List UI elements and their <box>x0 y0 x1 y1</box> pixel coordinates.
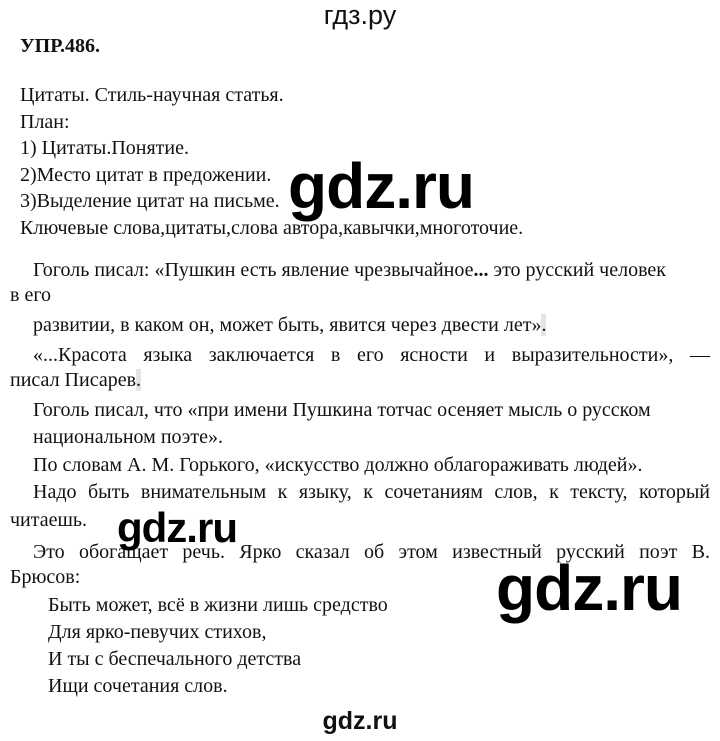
plan-item: 3)Выделение цитат на письме. <box>20 190 280 212</box>
poem-line: Для ярко-певучих стихов, <box>48 621 267 643</box>
paragraph-line: читаешь. <box>10 509 88 531</box>
text-span: писал Писарев <box>10 369 137 391</box>
paragraph-line: «...Красота языка заключается в его ясности и выразительности», — <box>33 344 710 366</box>
paragraph-line: Надо быть внимательным к языку, к сочетаниям слов, к тексту, который <box>33 481 710 503</box>
poem-line: Ищи сочетания слов. <box>48 675 228 697</box>
ellipsis: ... <box>473 259 489 281</box>
highlighted-period: . <box>136 369 142 391</box>
paragraph-line: По словам А. М. Горького, «искусство должно облагораживать людей». <box>33 454 643 476</box>
topic-line: Цитаты. Стиль-научная статья. <box>20 84 284 106</box>
plan-label: План: <box>20 111 70 133</box>
watermark: gdz.ru <box>117 504 237 551</box>
text-span: Гоголь писал: «Пушкин есть явление чрезвычайное <box>33 259 474 281</box>
paragraph-line <box>10 367 141 393</box>
paragraph-line: в его <box>10 284 52 306</box>
paragraph-line: Это обогащает речь. Ярко сказал об этом известный русский поэт В. <box>33 541 710 563</box>
plan-item: 2)Место цитат в предожении. <box>20 164 272 186</box>
site-footer: gdz.ru <box>322 707 398 735</box>
paragraph-line: Гоголь писал, что «при имени Пушкина тотчас осеняет мысль о русском <box>33 399 651 421</box>
plan-item: 1) Цитаты.Понятие. <box>20 137 189 159</box>
keywords-line: Ключевые слова,цитаты,слова автора,кавычки,многоточие. <box>20 217 524 239</box>
exercise-title: УПР.486. <box>20 35 100 57</box>
highlighted-period: . <box>541 314 547 336</box>
paragraph-line <box>33 257 666 283</box>
text-span: это русский человек <box>488 259 667 281</box>
paragraph-line: Брюсов: <box>10 566 81 588</box>
watermark: gdz.ru <box>288 150 474 222</box>
paragraph-line <box>33 312 546 338</box>
watermark: gdz.ru <box>496 552 682 624</box>
paragraph-line: национальном поэте». <box>33 426 223 448</box>
site-header: гдз.ру <box>323 0 397 30</box>
poem-line: И ты с беспечального детства <box>48 648 302 670</box>
poem-line: Быть может, всё в жизни лишь средство <box>48 594 388 616</box>
text-span: развитии, в каком он, может быть, явится через двести лет» <box>33 314 542 336</box>
